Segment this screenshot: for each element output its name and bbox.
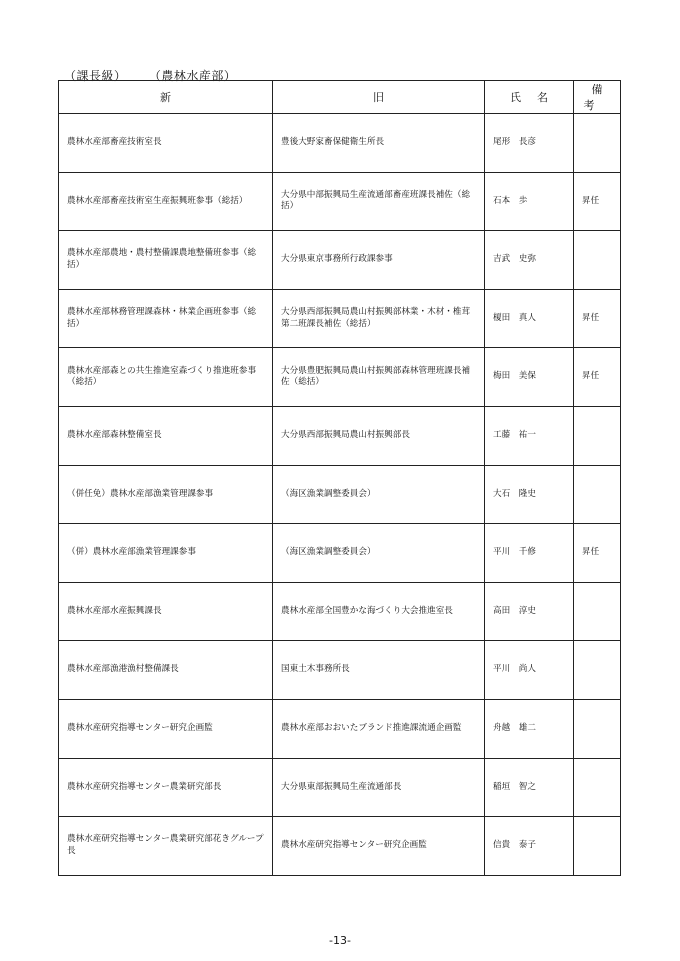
- table-row: [59, 465, 621, 524]
- old-position: 大分県東部振興局生産流通部長: [273, 758, 485, 817]
- new-position: 農林水産部林務管理課森林・林業企画班参事（総括）: [59, 289, 273, 348]
- table-row: [59, 758, 621, 817]
- table-row: [59, 524, 621, 583]
- remark: [574, 406, 621, 465]
- header-old: 旧: [273, 81, 485, 114]
- person-name: 大石 隆史: [485, 465, 574, 524]
- old-position: 国東土木事務所長: [273, 641, 485, 700]
- person-name: 尾形 長彦: [485, 114, 574, 173]
- remark: [574, 758, 621, 817]
- table-row: [59, 406, 621, 465]
- old-position: 大分県東京事務所行政課参事: [273, 231, 485, 290]
- table-row: [59, 582, 621, 641]
- rank-label: （課長級）: [64, 69, 127, 83]
- person-name: 信貴 泰子: [485, 817, 574, 876]
- table-row: [59, 114, 621, 173]
- person-name: 榎田 真人: [485, 289, 574, 348]
- new-position: 農林水産研究指導センター研究企画監: [59, 699, 273, 758]
- old-position: 大分県豊肥振興局農山村振興部森林管理班課長補佐（総括）: [273, 348, 485, 407]
- remark: 昇任: [574, 524, 621, 583]
- new-position: 農林水産部森との共生推進室森づくり推進班参事（総括）: [59, 348, 273, 407]
- remark: [574, 114, 621, 173]
- header-name: 氏名: [485, 81, 574, 114]
- old-position: （海区漁業調整委員会）: [273, 465, 485, 524]
- new-position: （併）農林水産部漁業管理課参事: [59, 524, 273, 583]
- new-position: 農林水産部水産振興課長: [59, 582, 273, 641]
- old-position: 農林水産部おおいたブランド推進課流通企画監: [273, 699, 485, 758]
- new-position: 農林水産研究指導センター農業研究部長: [59, 758, 273, 817]
- old-position: 大分県西部振興局農山村振興部長: [273, 406, 485, 465]
- department-label: （農林水産部）: [148, 69, 237, 83]
- person-name: 石本 歩: [485, 172, 574, 231]
- table-row: [59, 289, 621, 348]
- remark: [574, 817, 621, 876]
- remark: [574, 641, 621, 700]
- remark: [574, 231, 621, 290]
- new-position: 農林水産部森林整備室長: [59, 406, 273, 465]
- old-position: 大分県西部振興局農山村振興部林業・木材・椎茸第二班課長補佐（総括）: [273, 289, 485, 348]
- old-position: 大分県中部振興局生産流通部畜産班課長補佐（総括）: [273, 172, 485, 231]
- old-position: （海区漁業調整委員会）: [273, 524, 485, 583]
- table-row: [59, 172, 621, 231]
- new-position: 農林水産部農地・農村整備課農地整備班参事（総括）: [59, 231, 273, 290]
- table-row: [59, 817, 621, 876]
- table-header-row: [59, 81, 621, 114]
- remark: 昇任: [574, 348, 621, 407]
- personnel-table: [58, 80, 621, 876]
- remark: [574, 465, 621, 524]
- table-row: [59, 699, 621, 758]
- header-new: 新: [59, 81, 273, 114]
- person-name: 梅田 美保: [485, 348, 574, 407]
- new-position: 農林水産部畜産技術室生産振興班参事（総括）: [59, 172, 273, 231]
- person-name: 工藤 祐一: [485, 406, 574, 465]
- person-name: 舟越 雄二: [485, 699, 574, 758]
- person-name: 高田 淳史: [485, 582, 574, 641]
- person-name: 平川 尚人: [485, 641, 574, 700]
- remark: 昇任: [574, 289, 621, 348]
- table-row: [59, 641, 621, 700]
- page-number: -13-: [329, 934, 351, 947]
- new-position: 農林水産研究指導センター農業研究部花きグループ長: [59, 817, 273, 876]
- new-position: （併任免）農林水産部漁業管理課参事: [59, 465, 273, 524]
- remark: 昇任: [574, 172, 621, 231]
- new-position: 農林水産部漁港漁村整備課長: [59, 641, 273, 700]
- table-row: [59, 348, 621, 407]
- table-row: [59, 231, 621, 290]
- person-name: 平川 千修: [485, 524, 574, 583]
- new-position: 農林水産部畜産技術室長: [59, 114, 273, 173]
- person-name: 吉武 史弥: [485, 231, 574, 290]
- remark: [574, 699, 621, 758]
- old-position: 農林水産研究指導センター研究企画監: [273, 817, 485, 876]
- person-name: 稲垣 智之: [485, 758, 574, 817]
- header-note: 備考: [574, 81, 621, 114]
- old-position: 豊後大野家畜保健衛生所長: [273, 114, 485, 173]
- old-position: 農林水産部全国豊かな海づくり大会推進室長: [273, 582, 485, 641]
- remark: [574, 582, 621, 641]
